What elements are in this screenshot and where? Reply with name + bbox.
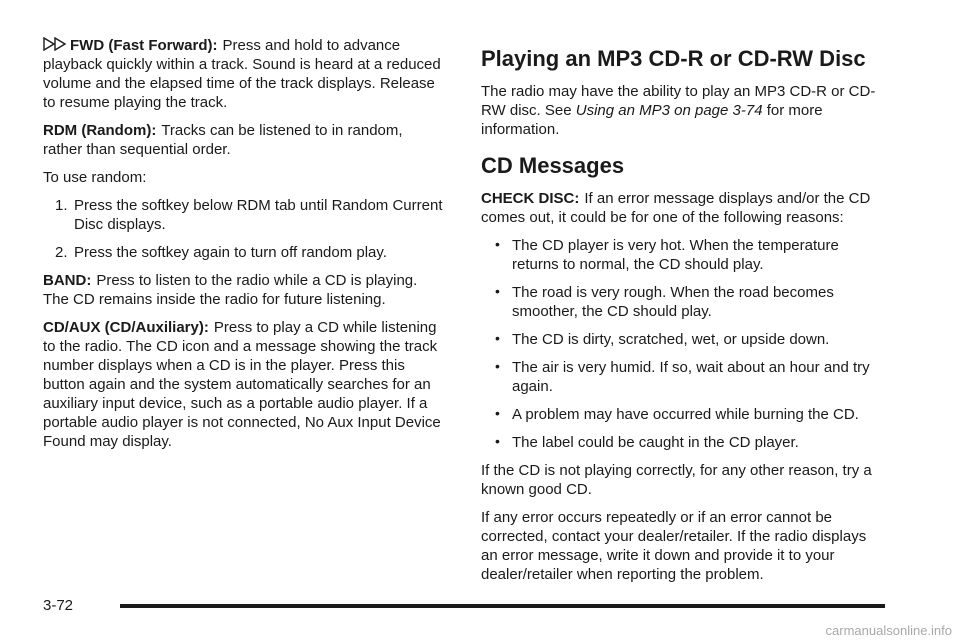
step-number: 1. [55, 197, 68, 214]
check-disc-text: If an error message displays and/or the CD comes out, it could be for one of the following reasons: [481, 190, 871, 226]
bullet-icon: • [495, 433, 500, 449]
list-item [481, 358, 881, 396]
fwd-text: Press and hold to advance playback quickly within a track. Sound is heard at a reduced volume and the elapsed time of the track displays. Release to resume playing the track. [43, 37, 441, 111]
band-paragraph [43, 271, 443, 309]
bullet-icon: • [495, 283, 500, 299]
list-item [481, 405, 881, 424]
cd-messages-heading: CD Messages [481, 153, 625, 178]
reason-text: The CD is dirty, scratched, wet, or upside down. [512, 331, 830, 348]
list-item [481, 433, 881, 452]
rdm-text: Tracks can be listened to in random, rather than sequential order. [43, 122, 403, 158]
fwd-paragraph [43, 36, 443, 112]
fast-forward-icon [43, 37, 69, 51]
rdm-term: RDM (Random): [43, 122, 157, 139]
list-item [43, 196, 443, 234]
check-disc-paragraph [481, 189, 881, 227]
random-steps-list [43, 196, 443, 262]
bullet-icon: • [495, 405, 500, 421]
rdm-paragraph [43, 121, 443, 159]
check-disc-term: CHECK DISC: [481, 190, 580, 207]
mp3-text-b: for more information. [481, 102, 823, 138]
band-text: Press to listen to the radio while a CD is playing. The CD remains inside the radio for future listening. [43, 272, 418, 308]
cdaux-term: CD/AUX (CD/Auxiliary): [43, 319, 209, 336]
random-intro: To use random: [43, 169, 147, 186]
mp3-heading: Playing an MP3 CD-R or CD-RW Disc [481, 46, 866, 71]
bullet-icon: • [495, 236, 500, 252]
list-item [481, 236, 881, 274]
fwd-term: FWD (Fast Forward): [70, 37, 218, 54]
list-item [481, 330, 881, 349]
mp3-page-reference: Using an MP3 on page 3-74 [575, 102, 763, 119]
reason-text: A problem may have occurred while burning the CD. [512, 406, 859, 423]
step-text: Press the softkey again to turn off random play. [74, 244, 387, 261]
page-number: 3-72 [43, 597, 74, 614]
watermark: carmanualsonline.info [825, 623, 952, 638]
reasons-list [481, 236, 881, 452]
reason-text: The air is very humid. If so, wait about an hour and try again. [512, 359, 870, 395]
bullet-icon: • [495, 330, 500, 346]
bullet-icon: • [495, 358, 500, 374]
mp3-text-a: The radio may have the ability to play an MP3 CD-R or CD-RW disc. See [481, 83, 876, 119]
right-column [481, 46, 881, 593]
band-term: BAND: [43, 272, 92, 289]
cdaux-paragraph [43, 318, 443, 451]
reason-text: The road is very rough. When the road becomes smoother, the CD should play. [512, 284, 834, 320]
mp3-paragraph [481, 82, 881, 139]
cdaux-text: Press to play a CD while listening to the radio. The CD icon and a message showing the track number displays when a CD is in the player. Press this button again and the system automatically searches for an auxiliary input device, such as a portable audio player. If a portable audio player is not connected, No Aux Input Device Found may display. [43, 319, 441, 450]
footer-rule [120, 604, 885, 608]
reason-text: The label could be caught in the CD player. [512, 434, 799, 451]
step-text: Press the softkey below RDM tab until Random Current Disc displays. [74, 197, 443, 233]
reason-text: The CD player is very hot. When the temperature returns to normal, the CD should play. [512, 237, 839, 273]
retry-paragraph: If the CD is not playing correctly, for any other reason, try a known good CD. [481, 462, 872, 498]
step-number: 2. [55, 244, 68, 261]
list-item [43, 243, 443, 262]
dealer-paragraph: If any error occurs repeatedly or if an error cannot be corrected, contact your dealer/retailer. If the radio displays an error message, write it down and provide it to your dealer/retailer when reporting the problem. [481, 509, 867, 583]
list-item [481, 283, 881, 321]
left-column [43, 36, 443, 460]
